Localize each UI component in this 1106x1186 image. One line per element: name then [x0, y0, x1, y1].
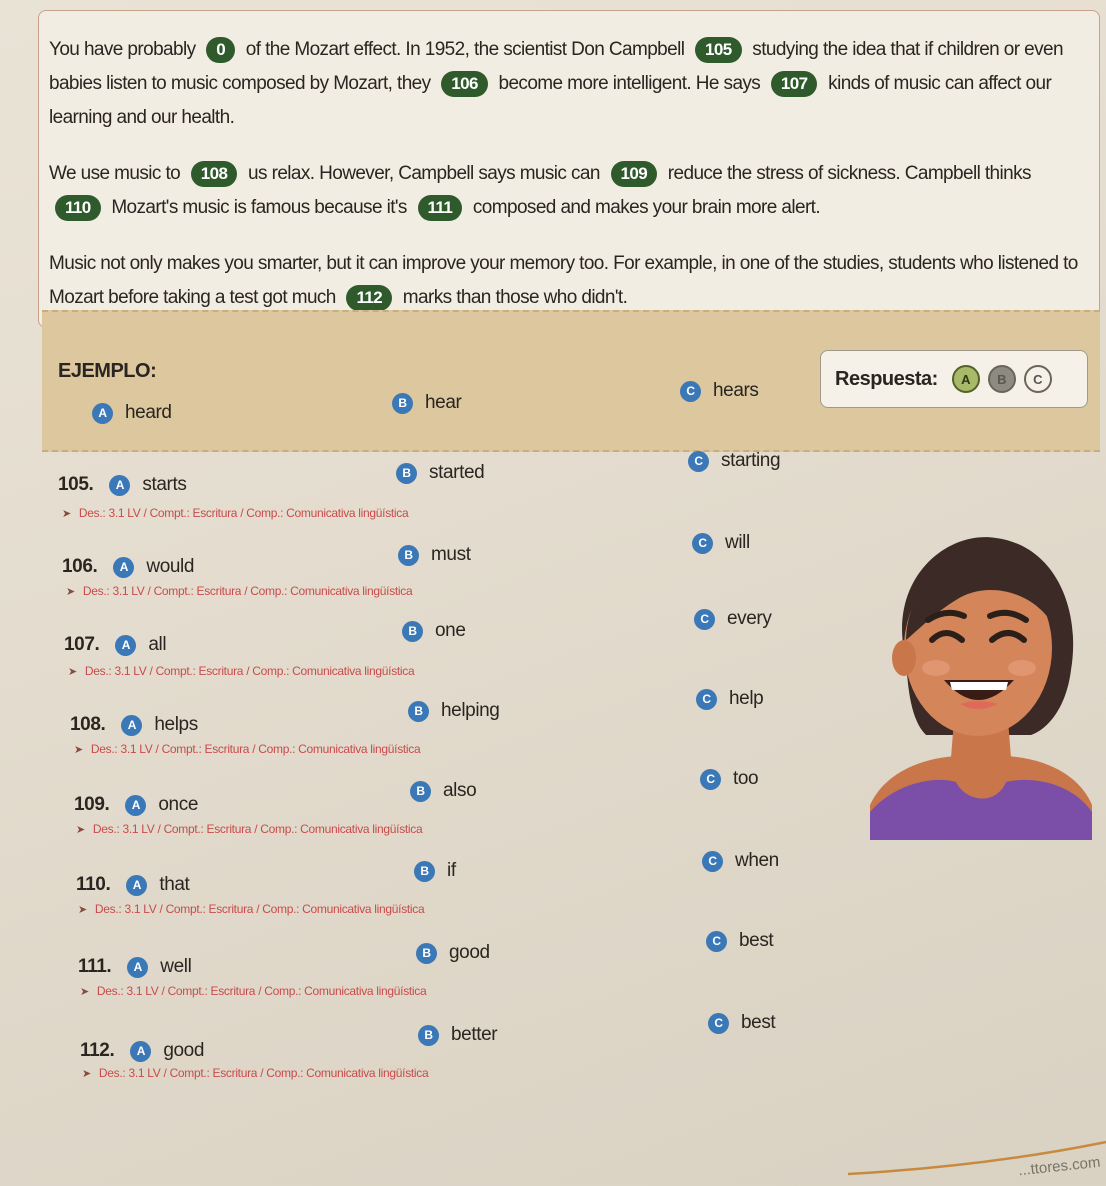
answer-circle-c[interactable]: C	[1024, 365, 1052, 393]
passage-text: We use music to	[49, 163, 181, 184]
letter-a-icon: A	[126, 875, 147, 896]
option-label: better	[451, 1024, 498, 1045]
letter-a-icon: A	[121, 715, 142, 736]
example-option-c[interactable]	[680, 380, 759, 402]
letter-a-icon: A	[125, 795, 146, 816]
option-label: good	[449, 942, 490, 963]
footer-url: ...ttores.com	[1017, 1153, 1102, 1180]
option-label: must	[431, 544, 471, 565]
arrow-right-icon: ➤	[66, 585, 75, 598]
passage-text: composed and makes your brain more alert.	[472, 197, 821, 218]
passage-paragraph-1	[49, 33, 1085, 135]
question-110-option-c[interactable]	[702, 850, 779, 872]
arrow-right-icon: ➤	[62, 507, 71, 520]
example-band	[42, 310, 1100, 452]
gap-badge-108: 108	[191, 161, 238, 187]
arrow-right-icon: ➤	[82, 1067, 91, 1080]
question-number: 105.	[58, 474, 94, 495]
question-number: 108.	[70, 714, 106, 735]
question-107-option-c[interactable]	[694, 608, 771, 630]
option-label: best	[741, 1012, 776, 1033]
answer-label: Respuesta:	[835, 367, 938, 390]
option-label: started	[429, 462, 485, 483]
meta-text: Des.: 3.1 LV / Compt.: Escritura / Comp.: Comunicativa lingüística	[98, 1066, 429, 1080]
answer-circle-a[interactable]: A	[952, 365, 980, 393]
option-label: all	[148, 634, 167, 655]
question-112-option-c[interactable]	[708, 1012, 775, 1034]
letter-b-icon: B	[398, 545, 419, 566]
gap-badge-107: 107	[771, 71, 818, 97]
question-108-meta	[74, 742, 420, 756]
letter-c-icon: C	[688, 451, 709, 472]
question-110-option-a[interactable]	[76, 874, 189, 896]
option-label: will	[725, 532, 750, 553]
letter-b-icon: B	[402, 621, 423, 642]
option-label: hears	[713, 380, 759, 401]
letter-b-icon: B	[392, 393, 413, 414]
question-number: 110.	[76, 874, 111, 895]
question-107-option-b[interactable]	[402, 620, 466, 642]
letter-c-icon: C	[692, 533, 713, 554]
passage-paragraph-2	[49, 157, 1085, 225]
gap-badge-0: 0	[206, 37, 235, 63]
question-111-option-a[interactable]	[78, 956, 191, 978]
meta-text: Des.: 3.1 LV / Compt.: Escritura / Comp.: Comunicativa lingüística	[84, 664, 415, 678]
question-108-option-a[interactable]	[70, 714, 198, 736]
option-label: well	[160, 956, 192, 977]
option-label: starts	[142, 474, 187, 495]
letter-b-icon: B	[396, 463, 417, 484]
passage-text: of the Mozart effect. In 1952, the scientist Don Campbell	[245, 39, 685, 60]
question-108-option-b[interactable]	[408, 700, 499, 722]
question-number: 106.	[62, 556, 98, 577]
option-label: starting	[721, 450, 781, 471]
letter-a-icon: A	[109, 475, 130, 496]
passage-text: You have probably	[49, 39, 196, 60]
option-label: helps	[154, 714, 198, 735]
question-106-option-a[interactable]	[62, 556, 194, 578]
question-107-option-a[interactable]	[64, 634, 166, 656]
letter-a-icon: A	[92, 403, 113, 424]
question-105-option-b[interactable]	[396, 462, 484, 484]
letter-b-icon: B	[418, 1025, 439, 1046]
option-label: heard	[125, 402, 172, 423]
question-105-meta	[62, 506, 408, 520]
letter-b-icon: B	[416, 943, 437, 964]
question-number: 111.	[78, 956, 112, 977]
question-112-option-b[interactable]	[418, 1024, 497, 1046]
option-label: hear	[425, 392, 462, 413]
passage-text: Music not only makes you smarter, but it can improve your memory too. For example, in one of the studies, students who listened to Mozart before taking a test got much	[49, 253, 1078, 308]
letter-c-icon: C	[700, 769, 721, 790]
gap-badge-110: 110	[55, 195, 101, 221]
arrow-right-icon: ➤	[74, 743, 83, 756]
gap-badge-111: 111	[418, 195, 463, 221]
option-label: that	[159, 874, 190, 895]
question-111-option-c[interactable]	[706, 930, 773, 952]
question-111-option-b[interactable]	[416, 942, 490, 964]
letter-c-icon: C	[702, 851, 723, 872]
letter-a-icon: A	[113, 557, 134, 578]
gap-badge-112: 112	[346, 285, 392, 311]
question-110-meta	[78, 902, 424, 916]
example-option-a[interactable]	[92, 402, 172, 424]
letter-c-icon: C	[680, 381, 701, 402]
answer-circle-b[interactable]: B	[988, 365, 1016, 393]
question-106-option-b[interactable]	[398, 544, 471, 566]
letter-b-icon: B	[408, 701, 429, 722]
question-111-meta	[80, 984, 426, 998]
passage-paragraph-3	[49, 247, 1085, 315]
question-number: 109.	[74, 794, 110, 815]
letter-c-icon: C	[706, 931, 727, 952]
option-label: helping	[441, 700, 500, 721]
smiling-woman-illustration-icon	[866, 520, 1096, 840]
question-106-option-c[interactable]	[692, 532, 750, 554]
question-109-option-c[interactable]	[700, 768, 758, 790]
question-112-option-a[interactable]	[80, 1040, 204, 1062]
meta-text: Des.: 3.1 LV / Compt.: Escritura / Comp.: Comunicativa lingüística	[92, 822, 423, 836]
question-108-option-c[interactable]	[696, 688, 763, 710]
meta-text: Des.: 3.1 LV / Compt.: Escritura / Comp.: Comunicativa lingüística	[82, 584, 413, 598]
letter-c-icon: C	[696, 689, 717, 710]
arrow-right-icon: ➤	[76, 823, 85, 836]
gap-badge-106: 106	[441, 71, 488, 97]
meta-text: Des.: 3.1 LV / Compt.: Escritura / Comp.: Comunicativa lingüística	[78, 506, 409, 520]
passage-text: marks than those who didn't.	[402, 287, 628, 308]
question-105-option-a[interactable]	[58, 474, 186, 496]
letter-a-icon: A	[115, 635, 136, 656]
option-label: good	[163, 1040, 205, 1061]
option-label: if	[447, 860, 456, 881]
option-label: too	[733, 768, 759, 789]
arrow-right-icon: ➤	[80, 985, 89, 998]
passage-text: us relax. However, Campbell says music can	[248, 163, 600, 184]
question-109-meta	[76, 822, 422, 836]
example-title: EJEMPLO:	[58, 360, 157, 382]
question-109-option-b[interactable]	[410, 780, 476, 802]
question-112-meta	[82, 1066, 428, 1080]
question-107-meta	[68, 664, 414, 678]
letter-b-icon: B	[414, 861, 435, 882]
passage-text: kinds of music can affect our learning and our health.	[49, 73, 1052, 128]
answer-box	[820, 350, 1088, 408]
letter-a-icon: A	[130, 1041, 151, 1062]
option-label: help	[729, 688, 764, 709]
option-label: also	[443, 780, 477, 801]
option-label: best	[739, 930, 774, 951]
gap-badge-109: 109	[611, 161, 658, 187]
reading-passage	[38, 10, 1100, 328]
question-106-meta	[66, 584, 412, 598]
question-109-option-a[interactable]	[74, 794, 198, 816]
arrow-right-icon: ➤	[68, 665, 77, 678]
option-label: would	[146, 556, 195, 577]
letter-c-icon: C	[708, 1013, 729, 1034]
option-label: every	[727, 608, 772, 629]
passage-text: reduce the stress of sickness. Campbell thinks	[667, 163, 1031, 184]
gap-badge-105: 105	[695, 37, 742, 63]
passage-text: become more intelligent. He says	[498, 73, 761, 94]
option-label: once	[158, 794, 198, 815]
passage-text: studying the idea that if children or even babies listen to music composed by Mozart, they	[49, 39, 1063, 94]
meta-text: Des.: 3.1 LV / Compt.: Escritura / Comp.: Comunicativa lingüística	[90, 742, 421, 756]
letter-a-icon: A	[127, 957, 148, 978]
meta-text: Des.: 3.1 LV / Compt.: Escritura / Comp.: Comunicativa lingüística	[94, 902, 425, 916]
option-label: when	[735, 850, 779, 871]
question-105-option-c[interactable]	[688, 450, 780, 472]
letter-b-icon: B	[410, 781, 431, 802]
arrow-right-icon: ➤	[78, 903, 87, 916]
meta-text: Des.: 3.1 LV / Compt.: Escritura / Comp.: Comunicativa lingüística	[96, 984, 427, 998]
passage-text: Mozart's music is famous because it's	[111, 197, 407, 218]
question-number: 112.	[80, 1040, 115, 1061]
letter-c-icon: C	[694, 609, 715, 630]
question-number: 107.	[64, 634, 100, 655]
example-option-b[interactable]	[392, 392, 461, 414]
option-label: one	[435, 620, 466, 641]
question-110-option-b[interactable]	[414, 860, 456, 882]
